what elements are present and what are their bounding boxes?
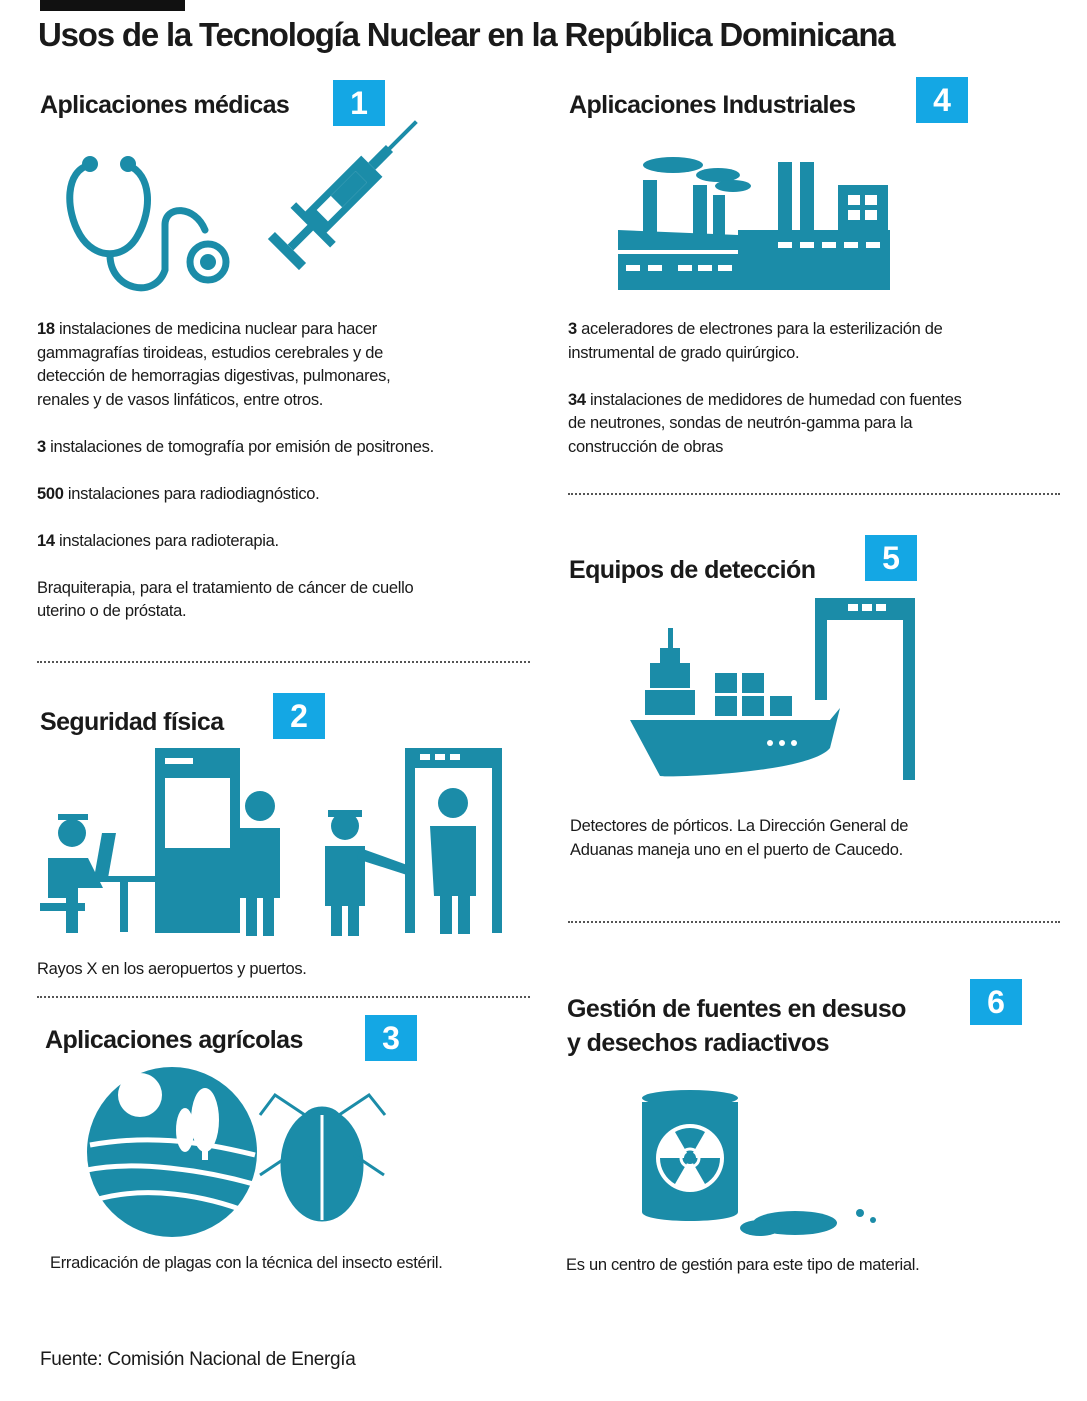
section-heading-medical: Aplicaciones médicas xyxy=(40,91,290,119)
section-number-badge: 5 xyxy=(865,535,917,581)
radioactive-barrel-icon xyxy=(635,1088,885,1243)
divider xyxy=(37,996,530,998)
list-item: 3 instalaciones de tomografía por emisión de positrones. xyxy=(37,437,434,456)
security-checkpoint-icon xyxy=(40,748,505,938)
section-heading-agriculture: Aplicaciones agrícolas xyxy=(45,1026,303,1054)
section-heading-waste-line1: Gestión de fuentes en desuso xyxy=(567,995,906,1023)
list-item: 3 aceleradores de electrones para la esterilización de instrumental de grado quirúrgico. xyxy=(568,320,943,362)
syringe-icon xyxy=(250,108,430,288)
detection-text: Detectores de pórticos. La Dirección General de Aduanas maneja uno en el puerto de Caucedo. xyxy=(570,817,909,859)
section-heading-industrial: Aplicaciones Industriales xyxy=(569,91,856,119)
section-number-badge: 3 xyxy=(365,1015,417,1061)
waste-text: Es un centro de gestión para este tipo de material. xyxy=(566,1256,920,1274)
agriculture-text: Erradicación de plagas con la técnica del insecto estéril. xyxy=(50,1254,443,1272)
title-accent-bar xyxy=(40,0,185,11)
factory-icon xyxy=(618,130,893,290)
section-heading-detection: Equipos de detección xyxy=(569,556,816,584)
list-item: 14 instalaciones para radioterapia. xyxy=(37,531,279,550)
section-number-badge: 2 xyxy=(273,693,325,739)
divider xyxy=(568,493,1060,495)
section-number-badge: 6 xyxy=(970,979,1022,1025)
cargo-ship-portal-icon xyxy=(630,598,920,780)
section-number-badge: 1 xyxy=(333,80,385,126)
fly-icon xyxy=(255,1085,390,1225)
medical-text xyxy=(37,318,437,647)
stethoscope-icon xyxy=(60,150,230,300)
divider xyxy=(37,661,530,663)
page-title: Usos de la Tecnología Nuclear en la República Dominicana xyxy=(38,16,895,53)
section-heading-waste-line2: y desechos radiactivos xyxy=(567,1029,829,1057)
list-item: Braquiterapia, para el tratamiento de cáncer de cuello uterino o de próstata. xyxy=(37,578,414,620)
security-text: Rayos X en los aeropuertos y puertos. xyxy=(37,960,307,978)
list-item: 34 instalaciones de medidores de humedad con fuentes de neutrones, sondas de neutrón-gamma para la construcción de obras xyxy=(568,390,962,456)
divider xyxy=(568,921,1060,923)
section-number-badge: 4 xyxy=(916,77,968,123)
farm-field-icon xyxy=(85,1065,260,1240)
industrial-text xyxy=(568,318,968,483)
list-item: 500 instalaciones para radiodiagnóstico. xyxy=(37,484,320,503)
source-note: Fuente: Comisión Nacional de Energía xyxy=(40,1349,356,1370)
section-heading-security: Seguridad física xyxy=(40,708,224,736)
list-item: 18 instalaciones de medicina nuclear para hacer gammagrafías tiroideas, estudios cerebrales y de detección de hemorragias digestivas, pulmonares, renales y de vasos linfáticos, entre otros. xyxy=(37,320,391,409)
